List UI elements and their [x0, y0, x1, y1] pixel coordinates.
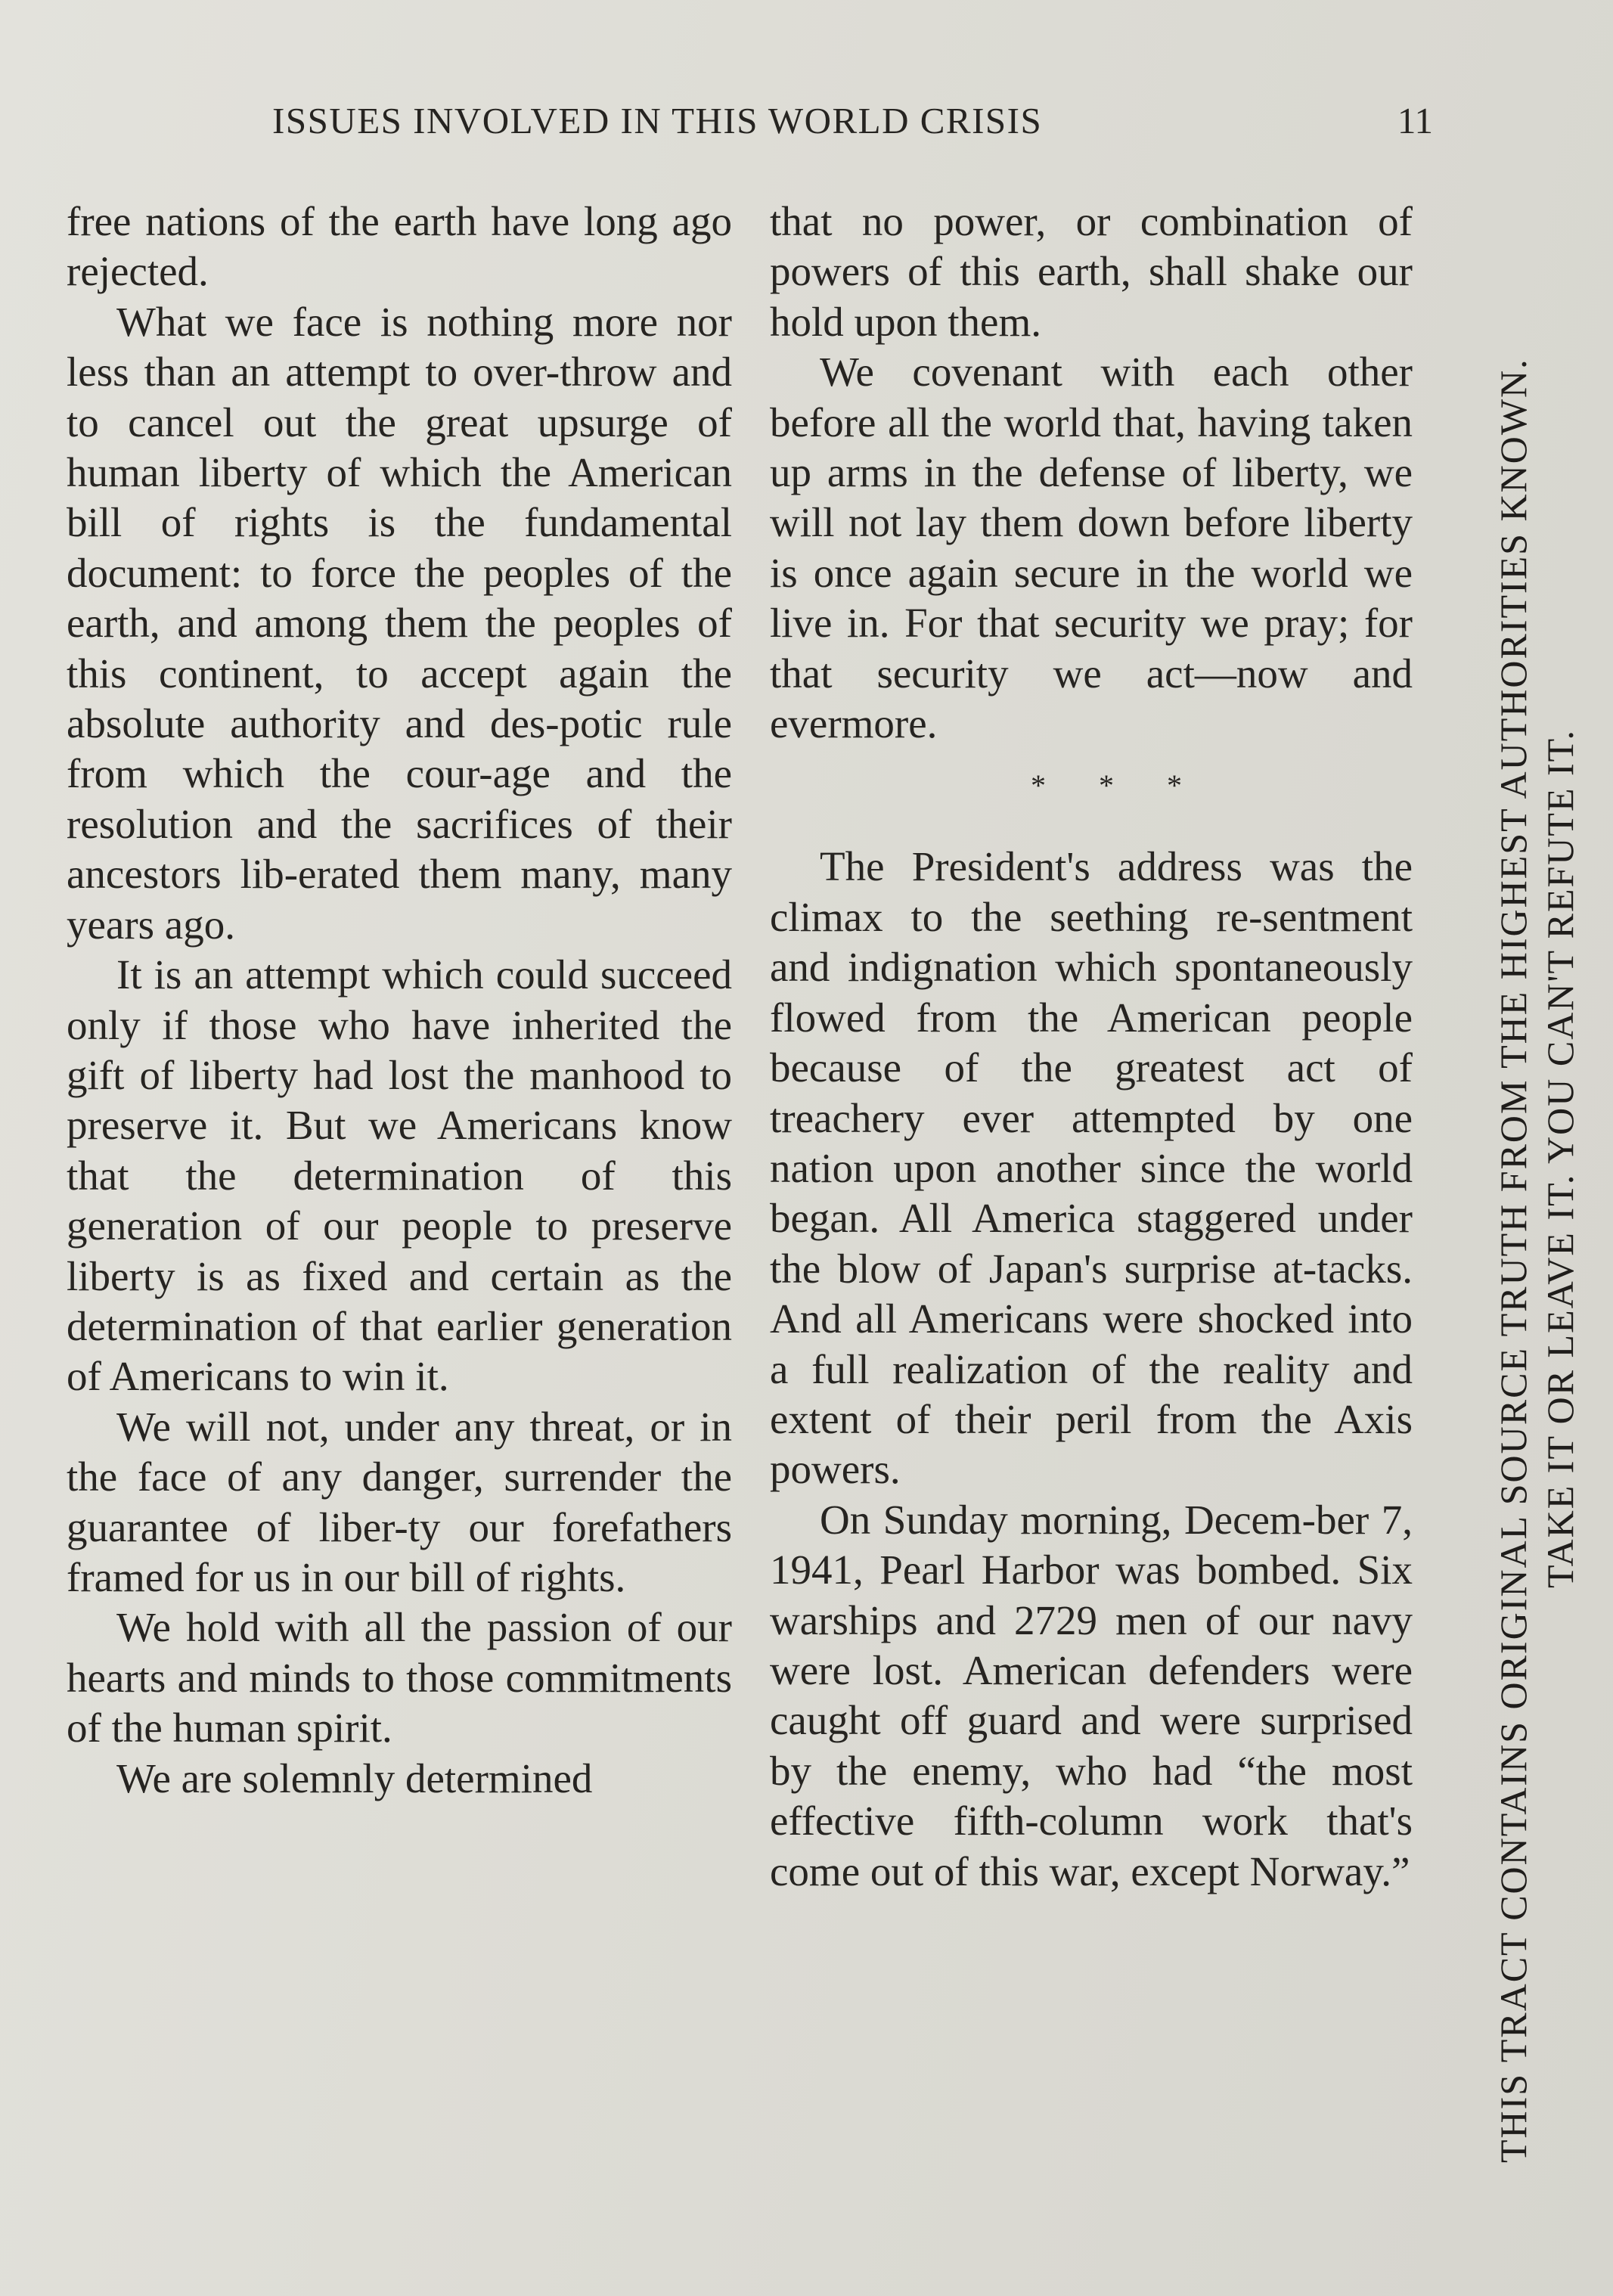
- paragraph: The President's address was the climax to the seething re-sentment and indignation which spontaneously flowed from the American people because of the greatest act of treachery ever attempted by one nation upon another since the world began. All America staggered under the blow of Japan's surprise at-tacks. And all Americans were shocked into a full realization of the reality and extent of their peril from the Axis powers.: [770, 843, 1413, 1493]
- running-header-title: ISSUES INVOLVED IN THIS WORLD CRISIS: [272, 100, 1043, 141]
- paragraph: On Sunday morning, Decem-ber 7, 1941, Pearl Harbor was bombed. Six warships and 2729 men of our navy were lost. American defenders were caught off guard and were surprised by the enemy, who had “the most effective fifth-column work that's come out of this war, except Norway.”: [770, 1496, 1413, 1894]
- paragraph: free nations of the earth have long ago rejected.: [67, 198, 732, 295]
- paragraph: We covenant with each other before all the world that, having taken up arms in the defense of liberty, we will not lay them down before liberty is once again secure in the world we live in. For that security we pray; for that security we act—now and evermore.: [770, 349, 1413, 747]
- vertical-side-banner: [1490, 91, 1603, 2163]
- side-banner-line-1: THIS TRACT CONTAINS ORIGINAL SOURCE TRUTH FROM THE HIGHEST AUTHORITIES KNOWN.: [1492, 358, 1534, 2163]
- paragraph: We will not, under any threat, or in the face of any danger, surrender the guarantee of liber-ty our forefathers framed for us in our bill of rights.: [67, 1403, 732, 1600]
- paragraph: that no power, or combination of powers of this earth, shall shake our hold upon them.: [770, 198, 1413, 345]
- left-text-column: [67, 197, 732, 1804]
- paragraph: It is an attempt which could succeed only if those who have inherited the gift of liberty had lost the manhood to preserve it. But we Americans know that the determination of this generation of our people to preserve liberty is as fixed and certain as the determination of that earlier generation of Americans to win it.: [67, 951, 732, 1400]
- paragraph: We hold with all the passion of our hearts and minds to those commitments of the human spirit.: [67, 1604, 732, 1751]
- paragraph: We are solemnly determined: [116, 1755, 593, 1801]
- section-separator: * * *: [1031, 768, 1182, 803]
- paragraph: What we face is nothing more nor less than an attempt to over-throw and to cancel out the great upsurge of human liberty of which the American bill of rights is the fundamental document: to force the peoples of the earth, and among them the peoples of this continent, to accept again the absolute authority and des-potic rule from which the cour-age and the resolution and the sacrifices of their ancestors lib-erated them many, many years ago.: [67, 298, 732, 948]
- side-banner-line-2: TAKE IT OR LEAVE IT. YOU CAN'T REFUTE IT.: [1539, 729, 1581, 1588]
- right-text-column: [770, 197, 1413, 1897]
- page-number: 11: [1397, 100, 1433, 141]
